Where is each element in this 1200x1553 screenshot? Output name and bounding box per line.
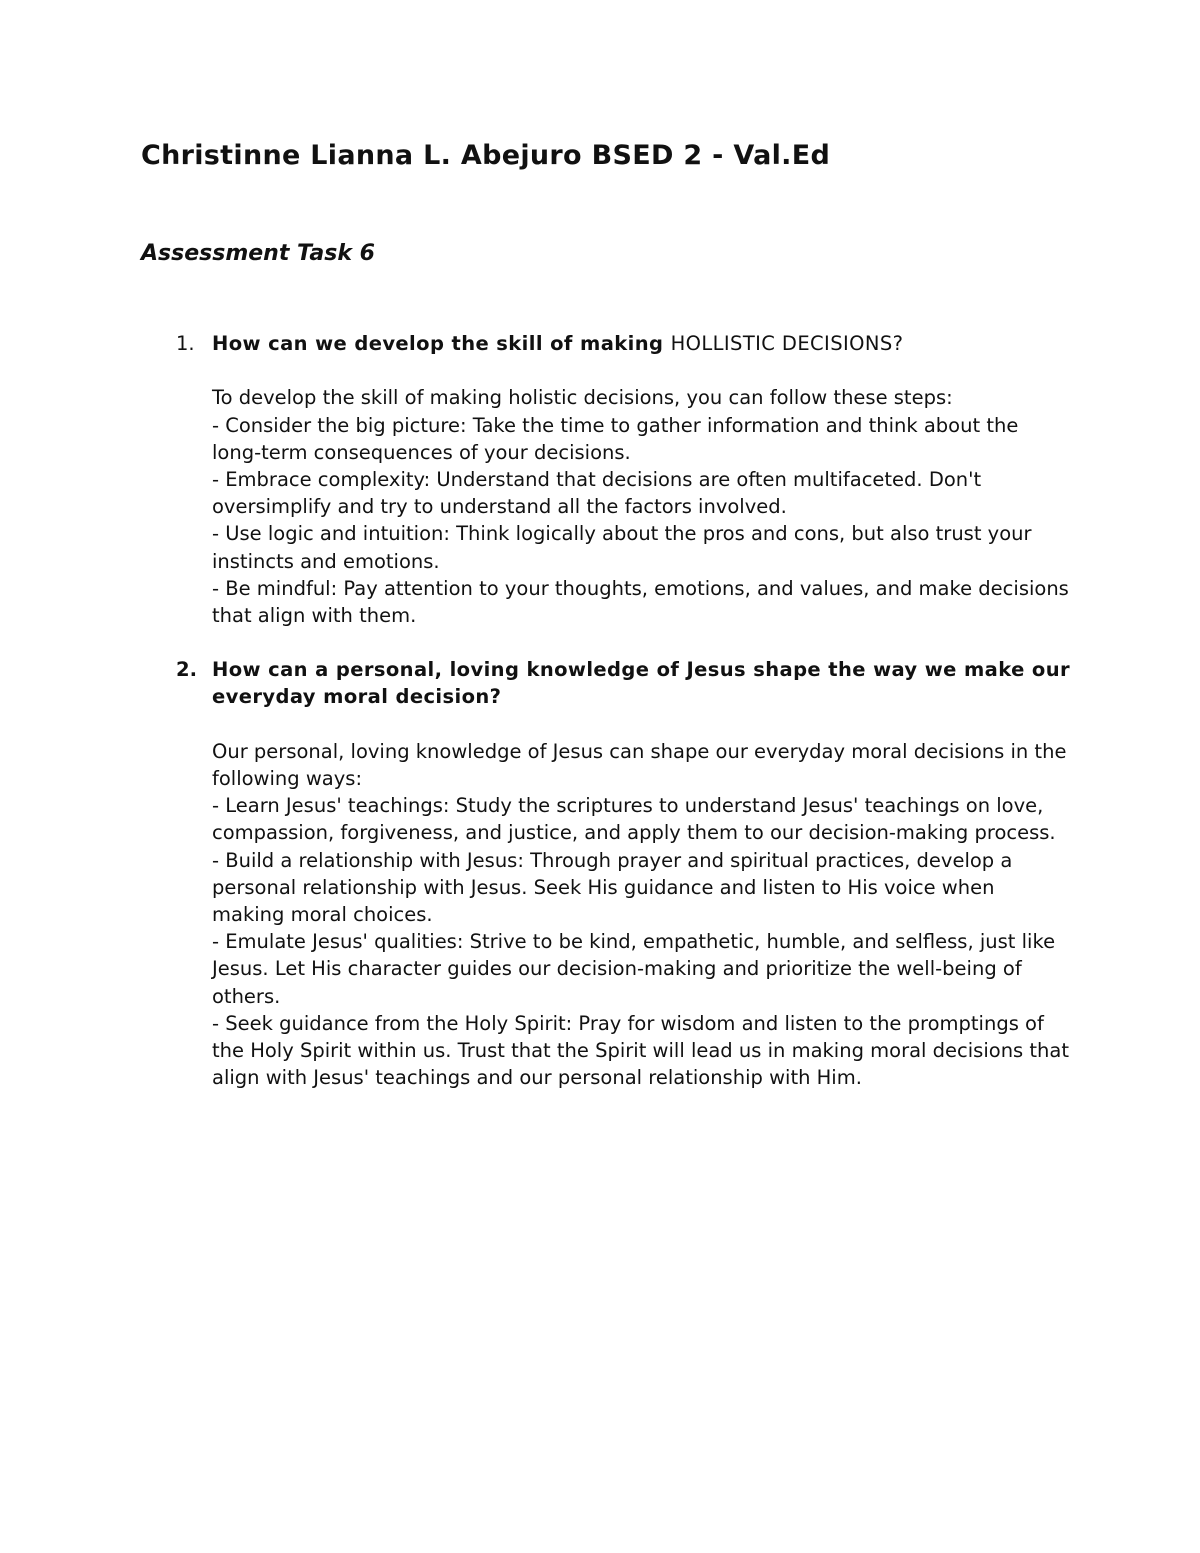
answer-1-line: To develop the skill of making holistic decisions, you can follow these steps: [212,386,953,410]
question-text-1 [212,330,1071,357]
answer-2-line: - Seek guidance from the Holy Spirit: Pray for wisdom and listen to the promptings of the Holy Spirit within us. Trust that the Spirit will lead us in making moral decisions that align with Jesus' teachings and our personal relationship with Him. [212,1011,1070,1090]
answer-2-line: - Learn Jesus' teachings: Study the scriptures to understand Jesus' teachings on love, compassion, forgiveness, and justice, and apply them to our decision-making process. [212,794,1056,845]
question-text-2-bold: How can a personal, loving knowledge of Jesus shape the way we make our everyday moral decision? [212,658,1070,709]
question-text-1-bold: How can we develop the skill of making [212,332,671,355]
answer-1-line: - Use logic and intuition: Think logically about the pros and cons, but also trust your instincts and emotions. [212,522,1032,573]
answer-1-line: - Embrace complexity: Understand that decisions are often multifaceted. Don't oversimplify and try to understand all the factors involved. [212,468,982,519]
question-number-2: 2. [176,658,197,682]
answer-2-line: - Emulate Jesus' qualities: Strive to be kind, empathetic, humble, and selfless, just like Jesus. Let His character guides our decision-making and prioritize the well-being of others. [212,930,1056,1008]
question-text-2 [212,656,1071,710]
answer-1 [212,384,1071,629]
question-item-2 [141,656,1071,1091]
answer-2-line: - Build a relationship with Jesus: Through prayer and spiritual practices, develop a personal relationship with Jesus. Seek His guidance and listen to His voice when making moral choices. [212,848,1013,927]
answer-1-line: - Be mindful: Pay attention to your thoughts, emotions, and values, and make decisions that align with them. [212,576,1069,628]
assessment-subtitle: Assessment Task 6 [141,241,375,266]
question-list [141,330,1071,1091]
question-number-1: 1. [176,332,195,355]
answer-1-line: - Consider the big picture: Take the time to gather information and think about the long-term consequences of your decisions. [212,413,1019,464]
question-text-1-plain: HOLLISTIC DECISIONS? [670,332,904,355]
answer-2-line: Our personal, loving knowledge of Jesus can shape our everyday moral decisions in the following ways: [212,739,1067,791]
question-item-1 [141,330,1071,629]
answer-2 [212,738,1071,1092]
document-title: Christinne Lianna L. Abejuro BSED 2 - Val.Ed [141,140,831,171]
